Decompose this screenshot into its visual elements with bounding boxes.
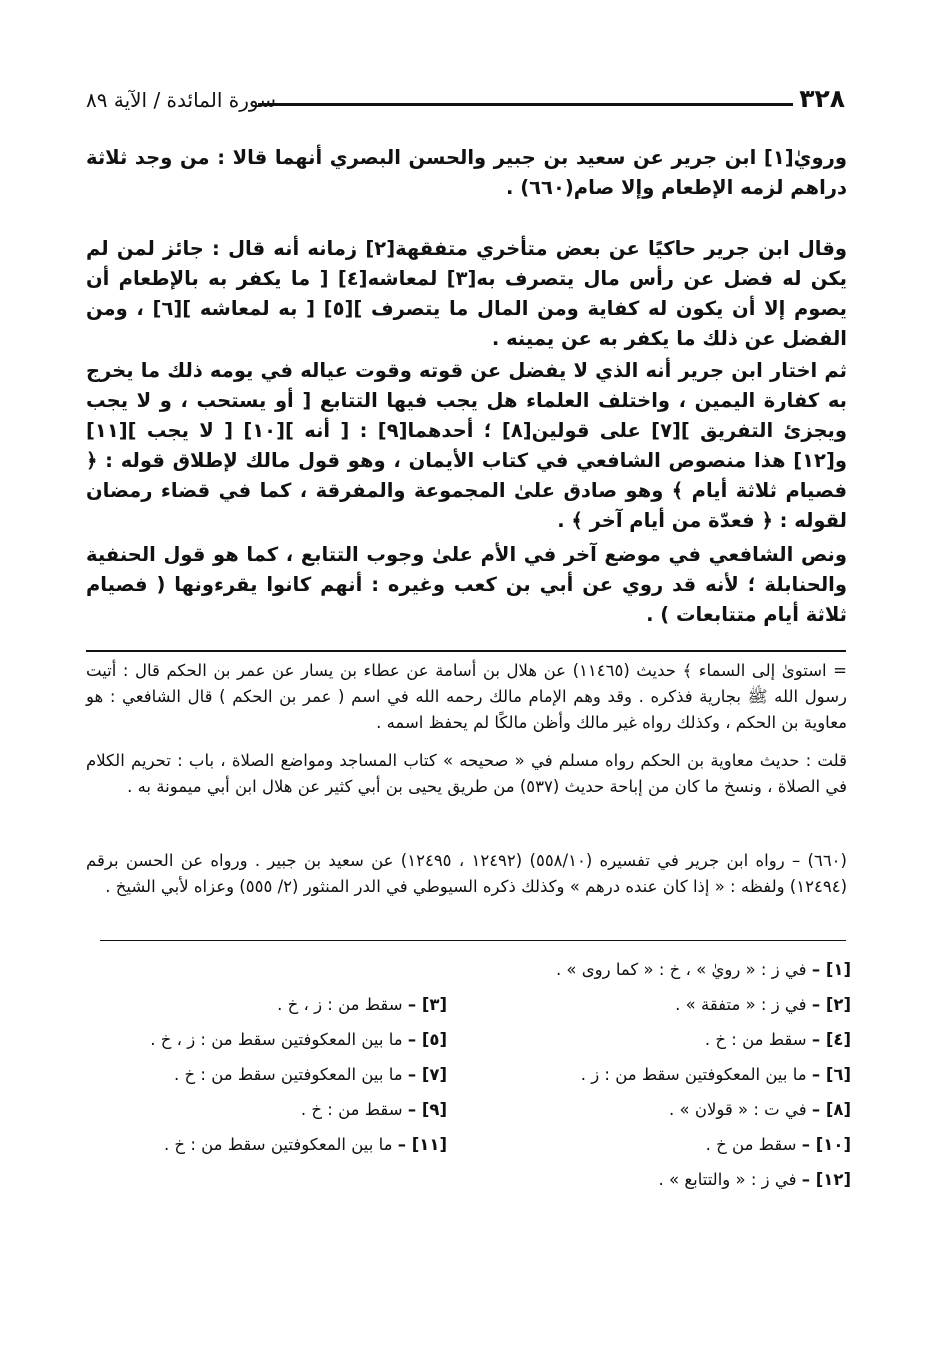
paragraph-2: وقال ابن جرير حاكيًا عن بعض متأخري متفقهة[٢] زمانه أنه قال : جائز لمن لم يكن له فضل عن رأس مال يتصرف به[٣] لمعاشه[٤] [ ما يكفر به بالإطعام أن يصوم إلا أن يكون له كفاية ومن المال ما يتصرف ][٥] [ به لمعاشه ][٦] ، ومن الفضل عن ذلك ما يكفر به عن يمينه .	[86, 237, 848, 350]
note-tag: [٩] –	[407, 1100, 447, 1119]
variant-note-11	[164, 1135, 447, 1154]
note-tag: [٤] –	[811, 1030, 851, 1049]
note-tag: [١] –	[811, 960, 851, 979]
note-tag: [١٠] –	[801, 1135, 851, 1154]
page-number: ٣٢٨	[799, 84, 845, 113]
footnote-comment: قلت : حديث معاوية بن الحكم رواه مسلم في « صحيحه » كتاب المساجد ومواضع الصلاة ، باب : تحريم الكلام في الصلاة ، ونسخ ما كان من إباحة حديث (٥٣٧) من طريق يحيى بن أبي كثير عن هلال ابن أبي ميمونة به .	[86, 751, 847, 796]
variant-note-3	[277, 995, 447, 1014]
note-text: سقط من خ .	[705, 1135, 797, 1154]
variant-note-8	[669, 1100, 851, 1119]
note-text: سقط من : خ .	[300, 1100, 403, 1119]
variant-note-5	[150, 1030, 447, 1049]
note-tag: [٨] –	[811, 1100, 851, 1119]
paragraph-4: ونص الشافعي في موضع آخر في الأم علىٰ وجوب التتابع ، كما هو قول الحنفية والحنابلة ؛ لأنه قد روي عن أبي بن كعب وغيره : أنهم كانوا يقرءونها ( فصيام ثلاثة أيام متتابعات ) .	[86, 543, 847, 626]
note-tag: [٢] –	[811, 995, 851, 1014]
paragraph-3: ثم اختار ابن جرير أنه الذي لا يفضل عن قوته وقوت عياله في يومه ذلك ما يخرج به كفارة اليمين ، واختلف العلماء هل يجب فيها التتابع [ أو يستحب ، و لا يجب ويجزئ التفريق ][٧] على قولين[٨] ؛ أحدهما[٩] : [ أنه ][١٠] [ لا يجب ][١١] و[١٢] هذا منصوص الشافعي في كتاب الأيمان ، وهو قول مالك لإطلاق قوله : ﴿ فصيام ثلاثة أيام ﴾ وهو صادق علىٰ المجموعة والمفرقة ، كما في قضاء رمضان لقوله : ﴿ فعدّة من أيام آخر ﴾ .	[86, 359, 847, 532]
variant-note-2	[675, 995, 851, 1014]
variant-note-7	[174, 1065, 447, 1084]
variant-note-9	[301, 1100, 447, 1119]
notes-separator	[100, 940, 846, 941]
note-text: في ز : « متفقة » .	[675, 995, 807, 1014]
note-text: ما بين المعكوفتين سقط من : خ .	[174, 1065, 403, 1084]
note-tag: [٦] –	[811, 1065, 851, 1084]
note-tag: [٥] –	[407, 1030, 447, 1049]
note-text: ما بين المعكوفتين سقط من : ز .	[580, 1065, 807, 1084]
variant-note-12	[658, 1170, 851, 1189]
note-tag: [٧] –	[407, 1065, 447, 1084]
variant-note-10	[706, 1135, 851, 1154]
note-text: في ز : « والتتابع » .	[658, 1170, 797, 1189]
footnote-660: (٦٦٠) – رواه ابن جرير في تفسيره (٥٥٨/١٠) (١٢٤٩٢ ، ١٢٤٩٥) عن سعيد بن جبير . ورواه عن الحسن برقم (١٢٤٩٤) ولفظه : « إذا كان عنده درهم » وكذلك ذكره السيوطي في الدر المنثور (٢/ ٥٥٥) وعزاه لأبي الشيخ .	[86, 851, 847, 896]
note-text: في ز : « رويٰ » ، خ : « كما روى » .	[555, 960, 807, 979]
paragraph-1: ورويٰ[١] ابن جرير عن سعيد بن جبير والحسن البصري أنهما قالا : من وجد ثلاثة دراهم لزمه الإطعام وإلا صام(٦٦٠) .	[86, 146, 847, 199]
note-tag: [١٢] –	[801, 1170, 851, 1189]
footnote-separator	[86, 650, 846, 652]
variant-note-6	[581, 1065, 851, 1084]
note-tag: [١١] –	[397, 1135, 447, 1154]
header-rule	[258, 103, 793, 106]
variant-note-1	[556, 960, 851, 979]
note-tag: [٣] –	[407, 995, 447, 1014]
note-text: ما بين المعكوفتين سقط من : خ .	[163, 1135, 393, 1154]
variant-note-4	[705, 1030, 851, 1049]
note-text: سقط من : ز ، خ .	[277, 995, 403, 1014]
note-text: في ت : « قولان » .	[669, 1100, 807, 1119]
note-text: سقط من : خ .	[704, 1030, 807, 1049]
note-text: ما بين المعكوفتين سقط من : ز ، خ .	[150, 1030, 403, 1049]
footnote-continuation: = استوىٰ إلى السماء ﴾ حديث (١١٤٦٥) عن هلال بن أسامة عن عطاء بن يسار عن عمر بن الحكم قال : أتيت رسول الله ﷺ بجارية فذكره . وقد وهم الإمام مالك رحمه الله في اسم ( عمر بن الحكم ) قال الشافعي : هو معاوية بن الحكم ، وكذلك رواه غير مالك وأظن مالكًا لم يحفظ اسمه .	[86, 661, 848, 732]
running-title: سورة المائدة / الآية ٨٩	[86, 88, 276, 112]
